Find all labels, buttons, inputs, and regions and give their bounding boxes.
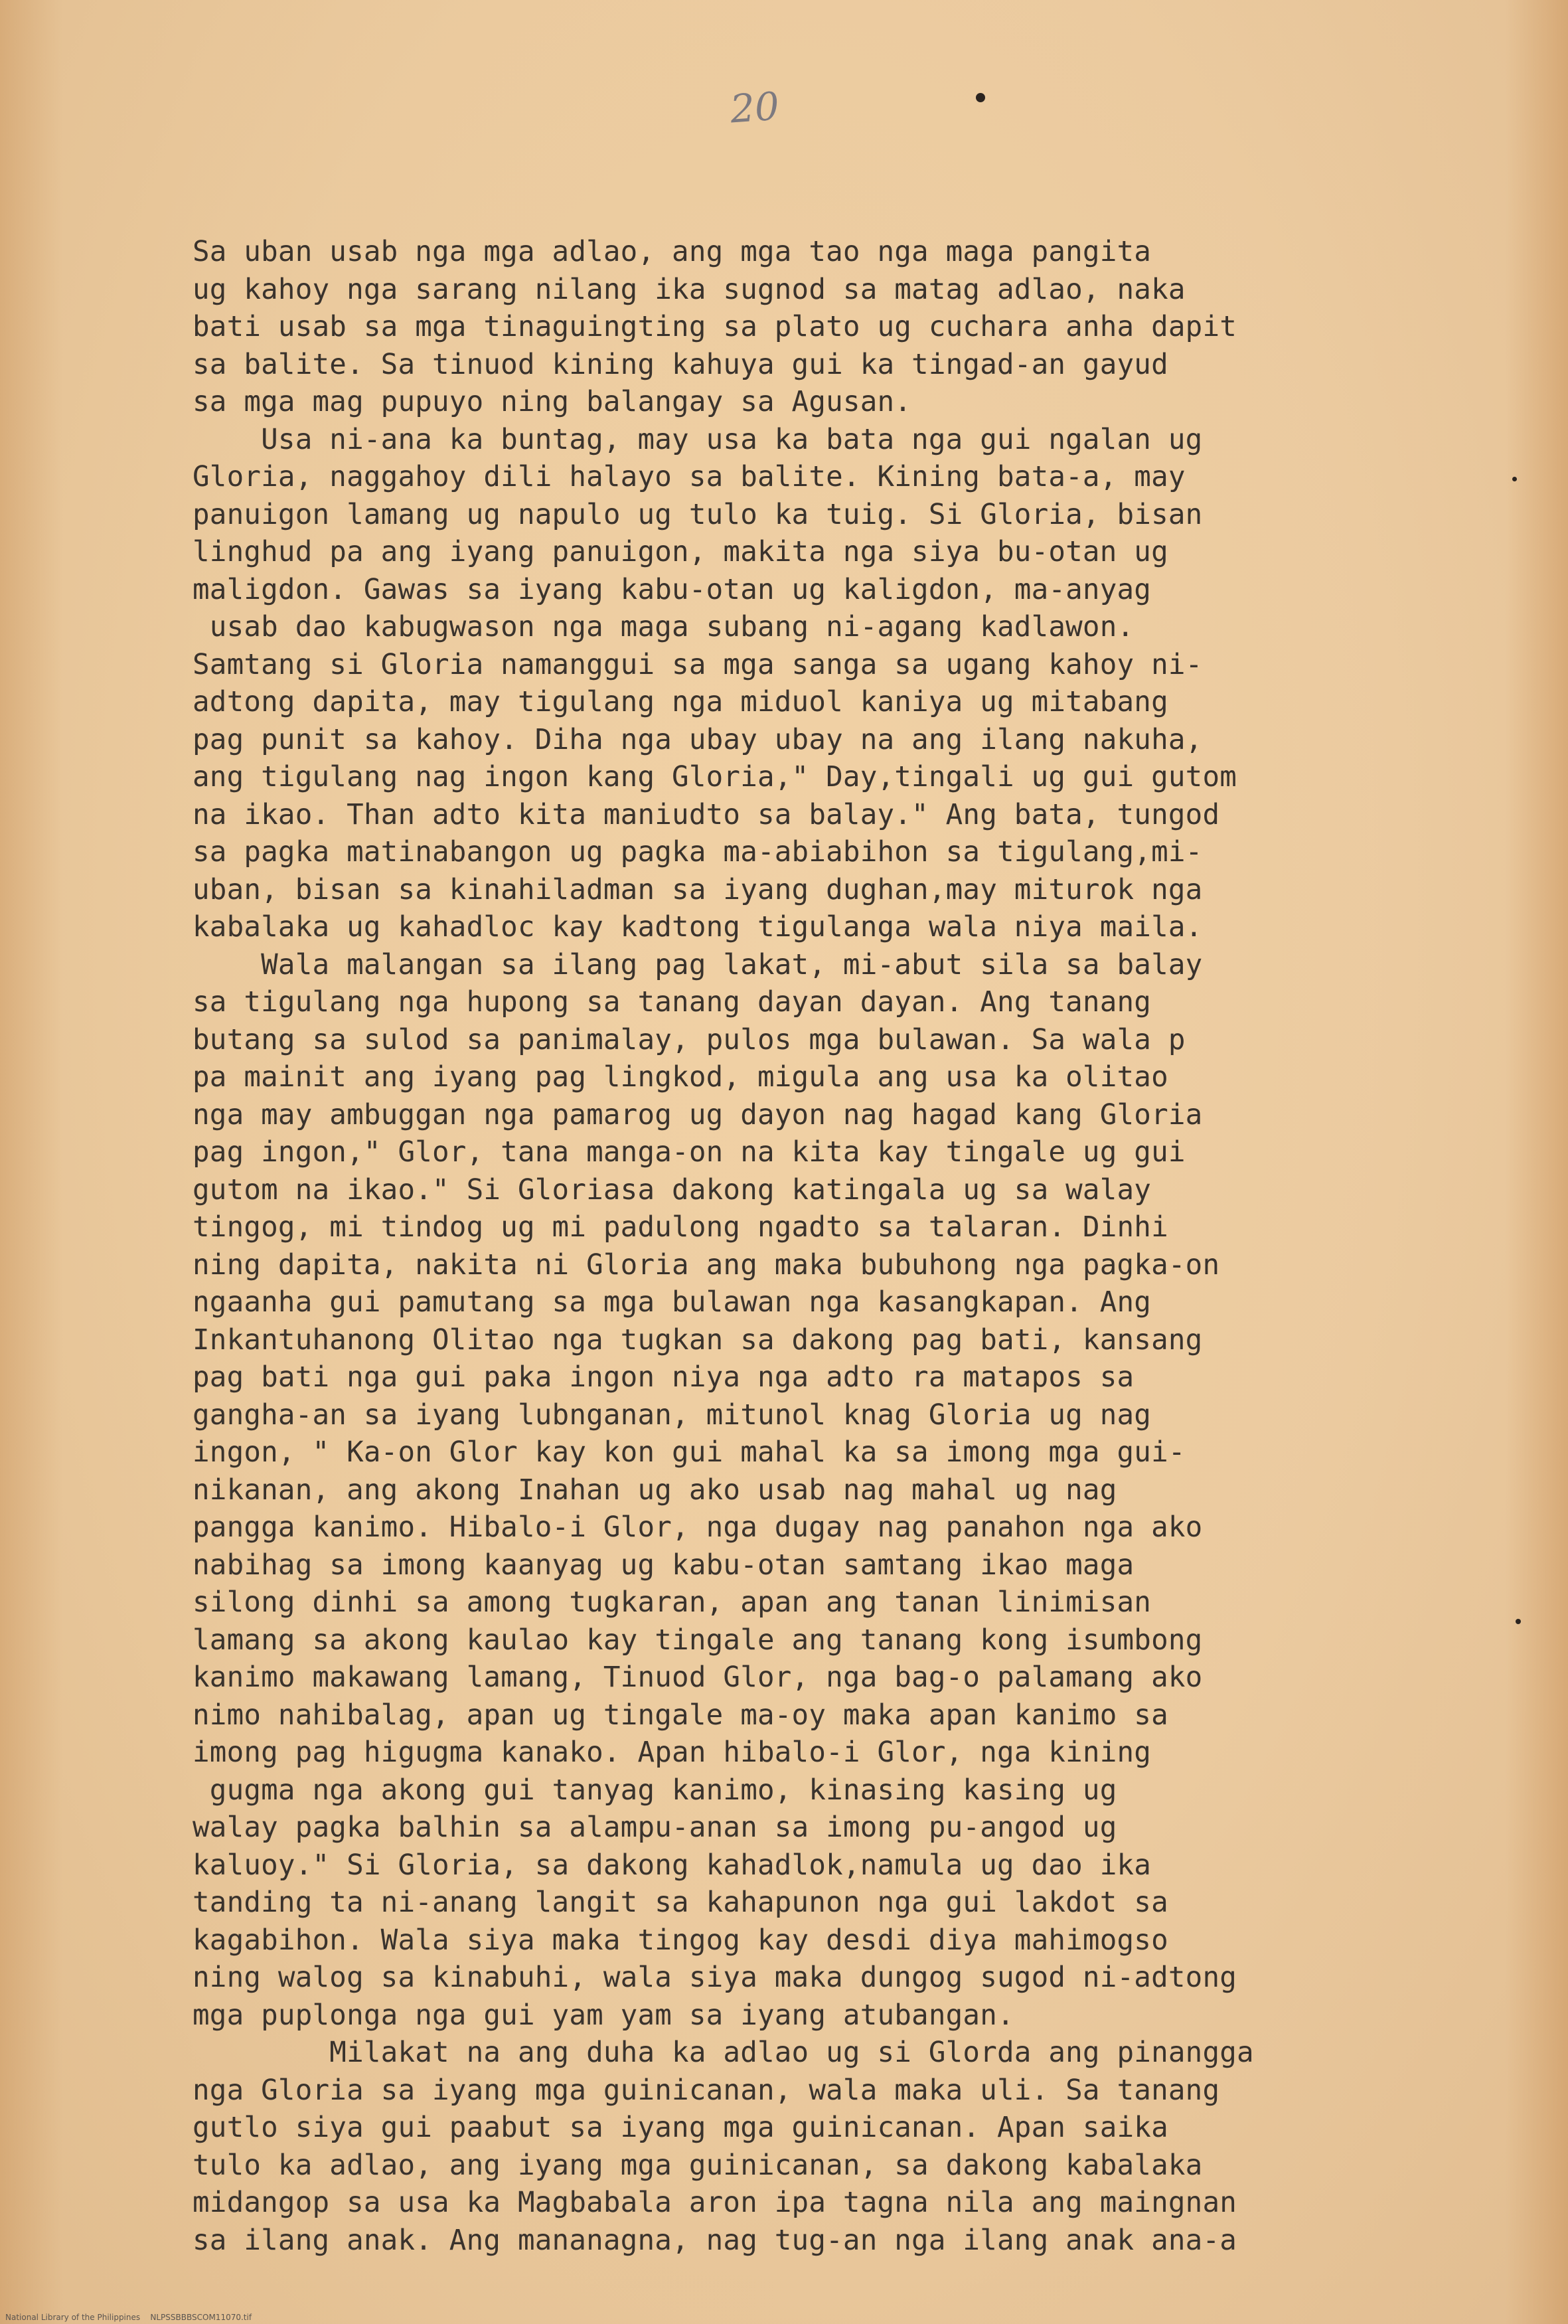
text-line: uban, bisan sa kinahiladman sa iyang dughan,may miturok nga xyxy=(193,873,1203,906)
text-line: walay pagka balhin sa alampu-anan sa imong pu-angod ug xyxy=(193,1811,1117,1844)
text-line: gugma nga akong gui tanyag kanimo, kinasing kasing ug xyxy=(193,1774,1117,1807)
text-line: tingog, mi tindog ug mi padulong ngadto sa talaran. Dinhi xyxy=(193,1211,1168,1244)
text-line: ngaanha gui pamutang sa mga bulawan nga kasangkapan. Ang xyxy=(193,1286,1152,1319)
text-line: sa balite. Sa tinuod kining kahuya gui ka tingad-an gayud xyxy=(193,348,1168,381)
text-line: gutom na ikao." Si Gloriasa dakong katingala ug sa walay xyxy=(193,1173,1152,1206)
text-line: adtong dapita, may tigulang nga miduol kaniya ug mitabang xyxy=(193,686,1168,718)
text-line: ning walog sa kinabuhi, wala siya maka dungog sugod ni-adtong xyxy=(193,1961,1237,1994)
text-line: pag bati nga gui paka ingon niya nga adto ra matapos sa xyxy=(193,1361,1135,1394)
text-line: na ikao. Than adto kita maniudto sa balay." Ang bata, tungod xyxy=(193,798,1220,831)
text-line: maligdon. Gawas sa iyang kabu-otan ug kaligdon, ma-anyag xyxy=(193,573,1152,606)
text-line: Samtang si Gloria namanggui sa mga sanga sa ugang kahoy ni- xyxy=(193,648,1203,681)
text-line: Gloria, naggahoy dili halayo sa balite. Kining bata-a, may xyxy=(193,461,1186,493)
text-line: kagabihon. Wala siya maka tingog kay desdi diya mahimogso xyxy=(193,1924,1168,1957)
text-line: panuigon lamang ug napulo ug tulo ka tuig. Si Gloria, bisan xyxy=(193,498,1203,531)
scan-footer-caption: National Library of the Philippines NLPSSBBBSCOM11070.tif xyxy=(5,2313,252,2322)
text-line: sa mga mag pupuyo ning balangay sa Agusan. xyxy=(193,386,912,418)
text-line: silong dinhi sa among tugkaran, apan ang tanan linimisan xyxy=(193,1586,1152,1619)
ink-speck xyxy=(1516,1619,1521,1624)
text-line: ning dapita, nakita ni Gloria ang maka bubuhong nga pagka-on xyxy=(193,1248,1220,1282)
text-line: Wala malangan sa ilang pag lakat, mi-abut sila sa balay xyxy=(193,948,1203,981)
text-line: nga may ambuggan nga pamarog ug dayon nag hagad kang Gloria xyxy=(193,1098,1203,1131)
text-line: kanimo makawang lamang, Tinuod Glor, nga bag-o palamang ako xyxy=(193,1661,1203,1694)
text-line: nimo nahibalag, apan ug tingale ma-oy maka apan kanimo sa xyxy=(193,1699,1168,1732)
ink-speck xyxy=(976,93,985,102)
text-line: Inkantuhanong Olitao nga tugkan sa dakong pag bati, kansang xyxy=(193,1323,1203,1357)
text-line: butang sa sulod sa panimalay, pulos mga bulawan. Sa wala p xyxy=(193,1023,1186,1056)
text-line: bati usab sa mga tinaguingting sa plato ug cuchara anha dapit xyxy=(193,311,1237,343)
text-line: nabihag sa imong kaanyag ug kabu-otan samtang ikao maga xyxy=(193,1548,1135,1582)
text-line: pa mainit ang iyang pag lingkod, migula ang usa ka olitao xyxy=(193,1061,1168,1094)
text-line: lamang sa akong kaulao kay tingale ang tanang kong isumbong xyxy=(193,1623,1203,1657)
text-line: gangha-an sa iyang lubnganan, mitunol knag Gloria ug nag xyxy=(193,1398,1152,1432)
text-line: imong pag higugma kanako. Apan hibalo-i Glor, nga kining xyxy=(193,1736,1152,1769)
text-line: pag punit sa kahoy. Diha nga ubay ubay na ang ilang nakuha, xyxy=(193,723,1203,756)
text-line: ingon, " Ka-on Glor kay kon gui mahal ka sa imong mga gui- xyxy=(193,1436,1186,1469)
text-line: linghud pa ang iyang panuigon, makita nga siya bu-otan ug xyxy=(193,536,1168,568)
text-line: midangop sa usa ka Magbabala aron ipa tagna nila ang maingnan xyxy=(193,2187,1237,2219)
text-line: mga puplonga nga gui yam yam sa iyang atubangan. xyxy=(193,1999,1014,2032)
text-line: sa tigulang nga hupong sa tanang dayan dayan. Ang tanang xyxy=(193,986,1152,1019)
text-line: Milakat na ang duha ka adlao ug si Glorda ang pinangga xyxy=(193,2036,1254,2069)
text-line: pangga kanimo. Hibalo-i Glor, nga dugay nag panahon nga ako xyxy=(193,1511,1203,1544)
text-line: kabalaka ug kahadloc kay kadtong tigulanga wala niya maila. xyxy=(193,911,1203,944)
text-line: nga Gloria sa iyang mga guinicanan, wala maka uli. Sa tanang xyxy=(193,2074,1220,2107)
typewritten-body xyxy=(193,234,1494,2260)
text-line: tulo ka adlao, ang iyang mga guinicanan, sa dakong kabalaka xyxy=(193,2149,1203,2182)
handwritten-page-number: 20 xyxy=(728,83,781,132)
text-line: pag ingon," Glor, tana manga-on na kita kay tingale ug gui xyxy=(193,1136,1186,1169)
ink-speck xyxy=(1512,477,1517,481)
text-line: Usa ni-ana ka buntag, may usa ka bata nga gui ngalan ug xyxy=(193,423,1203,456)
text-line: sa ilang anak. Ang mananagna, nag tug-an nga ilang anak ana-a xyxy=(193,2224,1237,2257)
text-line: gutlo siya gui paabut sa iyang mga guinicanan. Apan saika xyxy=(193,2112,1168,2144)
text-line: ang tigulang nag ingon kang Gloria," Day,tingali ug gui gutom xyxy=(193,761,1237,793)
text-line: tanding ta ni-anang langit sa kahapunon nga gui lakdot sa xyxy=(193,1886,1168,1919)
text-line: nikanan, ang akong Inahan ug ako usab nag mahal ug nag xyxy=(193,1473,1117,1507)
text-line: ug kahoy nga sarang nilang ika sugnod sa matag adlao, naka xyxy=(193,273,1186,306)
text-line: Sa uban usab nga mga adlao, ang mga tao nga maga pangita xyxy=(193,236,1152,268)
text-line: sa pagka matinabangon ug pagka ma-abiabihon sa tigulang,mi- xyxy=(193,836,1203,869)
text-line: kaluoy." Si Gloria, sa dakong kahadlok,namula ug dao ika xyxy=(193,1849,1152,1882)
text-line: usab dao kabugwason nga maga subang ni-agang kadlawon. xyxy=(193,611,1135,643)
